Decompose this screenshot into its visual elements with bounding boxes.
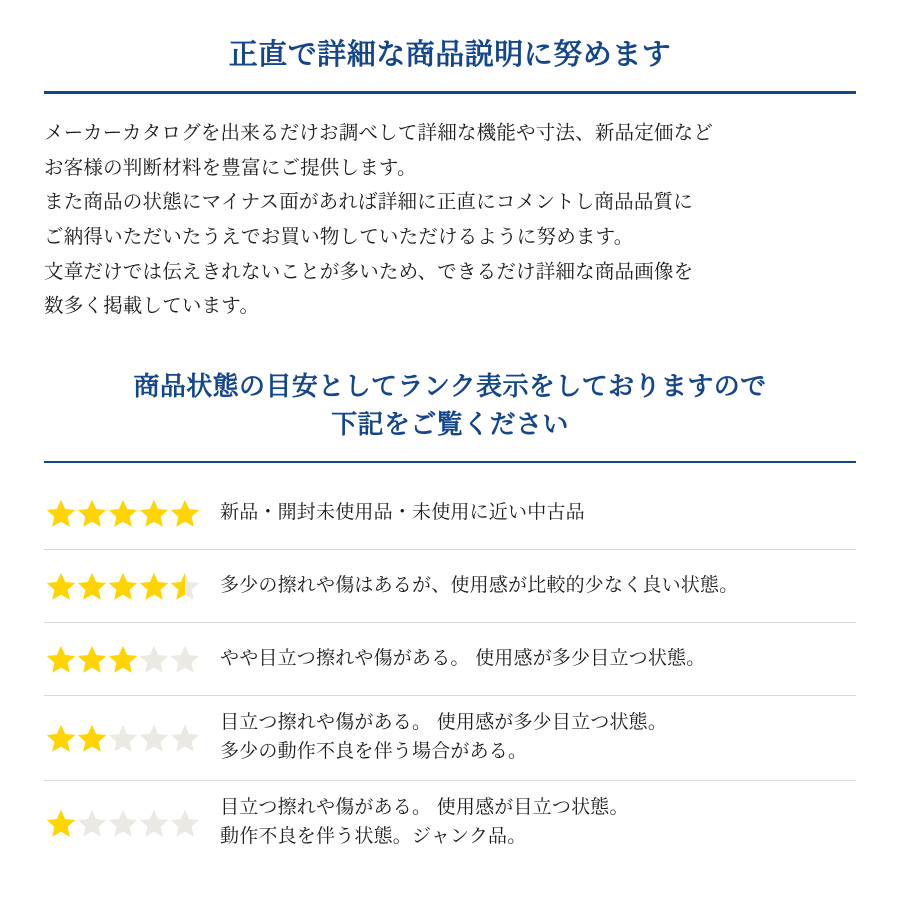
title-divider bbox=[44, 91, 856, 94]
description-line-2: お客様の判断材料を豊富にご提供します。 bbox=[44, 156, 417, 179]
rank-description-line-1: 多少の擦れや傷はあるが、使用感が比較的少なく良い状態。 bbox=[220, 574, 739, 596]
star-icon bbox=[77, 808, 107, 838]
rank-guide-title-line-1: 商品状態の目安としてランク表示をしておりますので bbox=[133, 371, 767, 402]
star-icon bbox=[77, 571, 107, 601]
description-line-4: ご納得いただいたうえでお買い物していただけるように努めます。 bbox=[44, 225, 634, 248]
rank-description bbox=[214, 794, 629, 852]
rank-description bbox=[214, 499, 585, 528]
star-icon bbox=[108, 808, 138, 838]
star-icon bbox=[170, 723, 200, 753]
star-icon bbox=[46, 808, 76, 838]
star-icon bbox=[46, 498, 76, 528]
star-icon bbox=[46, 723, 76, 753]
rank-stars-rank-4 bbox=[44, 571, 214, 601]
star-icon bbox=[139, 723, 169, 753]
star-icon bbox=[170, 498, 200, 528]
star-icon bbox=[77, 498, 107, 528]
star-icon bbox=[46, 571, 76, 601]
rank-description-line-2: 動作不良を伴う状態。ジャンク品。 bbox=[220, 826, 527, 848]
description-line-3: また商品の状態にマイナス面があれば詳細に正直にコメントし商品品質に bbox=[44, 191, 693, 214]
description-line-1: メーカーカタログを出来るだけお調べして詳細な機能や寸法、新品定価など bbox=[44, 121, 714, 144]
rank-row bbox=[44, 550, 856, 623]
rank-row bbox=[44, 781, 856, 865]
star-icon bbox=[170, 808, 200, 838]
rank-stars-rank-5 bbox=[44, 498, 214, 528]
rank-table bbox=[44, 477, 856, 865]
rank-description bbox=[214, 572, 738, 601]
star-icon bbox=[108, 498, 138, 528]
description-body bbox=[44, 116, 856, 324]
star-icon bbox=[170, 571, 200, 601]
rank-guide-divider bbox=[44, 461, 856, 463]
rank-description-line-1: 目立つ擦れや傷がある。 使用感が目立つ状態。 bbox=[220, 797, 629, 819]
rank-row bbox=[44, 696, 856, 781]
rank-row bbox=[44, 477, 856, 550]
rank-description-line-1: 新品・開封未使用品・未使用に近い中古品 bbox=[220, 501, 585, 523]
description-line-6: 数多く掲載しています。 bbox=[44, 295, 260, 318]
rank-description bbox=[214, 709, 667, 767]
rank-stars-rank-3 bbox=[44, 644, 214, 674]
rank-stars-rank-1 bbox=[44, 808, 214, 838]
star-icon bbox=[139, 498, 169, 528]
star-icon bbox=[46, 644, 76, 674]
rank-stars-rank-2 bbox=[44, 723, 214, 753]
rank-description-line-1: やや目立つ擦れや傷がある。 使用感が多少目立つ状態。 bbox=[220, 647, 706, 669]
rank-description-line-1: 目立つ擦れや傷がある。 使用感が多少目立つ状態。 bbox=[220, 712, 668, 734]
star-icon bbox=[108, 644, 138, 674]
star-icon bbox=[77, 723, 107, 753]
page-title: 正直で詳細な商品説明に努めます bbox=[228, 39, 672, 71]
star-icon bbox=[108, 571, 138, 601]
rank-guide-section bbox=[44, 368, 856, 865]
rank-row bbox=[44, 623, 856, 696]
star-icon bbox=[139, 571, 169, 601]
star-icon bbox=[77, 644, 107, 674]
rank-guide-title bbox=[44, 368, 856, 443]
description-line-5: 文章だけでは伝えきれないことが多いため、できるだけ詳細な商品画像を bbox=[44, 260, 694, 283]
star-icon bbox=[139, 808, 169, 838]
rank-description bbox=[214, 645, 705, 674]
star-icon bbox=[139, 644, 169, 674]
star-icon bbox=[170, 644, 200, 674]
star-icon bbox=[108, 723, 138, 753]
honest-description-section bbox=[44, 38, 856, 324]
rank-description-line-2: 多少の動作不良を伴う場合がある。 bbox=[220, 741, 528, 763]
rank-guide-title-line-2: 下記をご覧ください bbox=[331, 408, 569, 439]
